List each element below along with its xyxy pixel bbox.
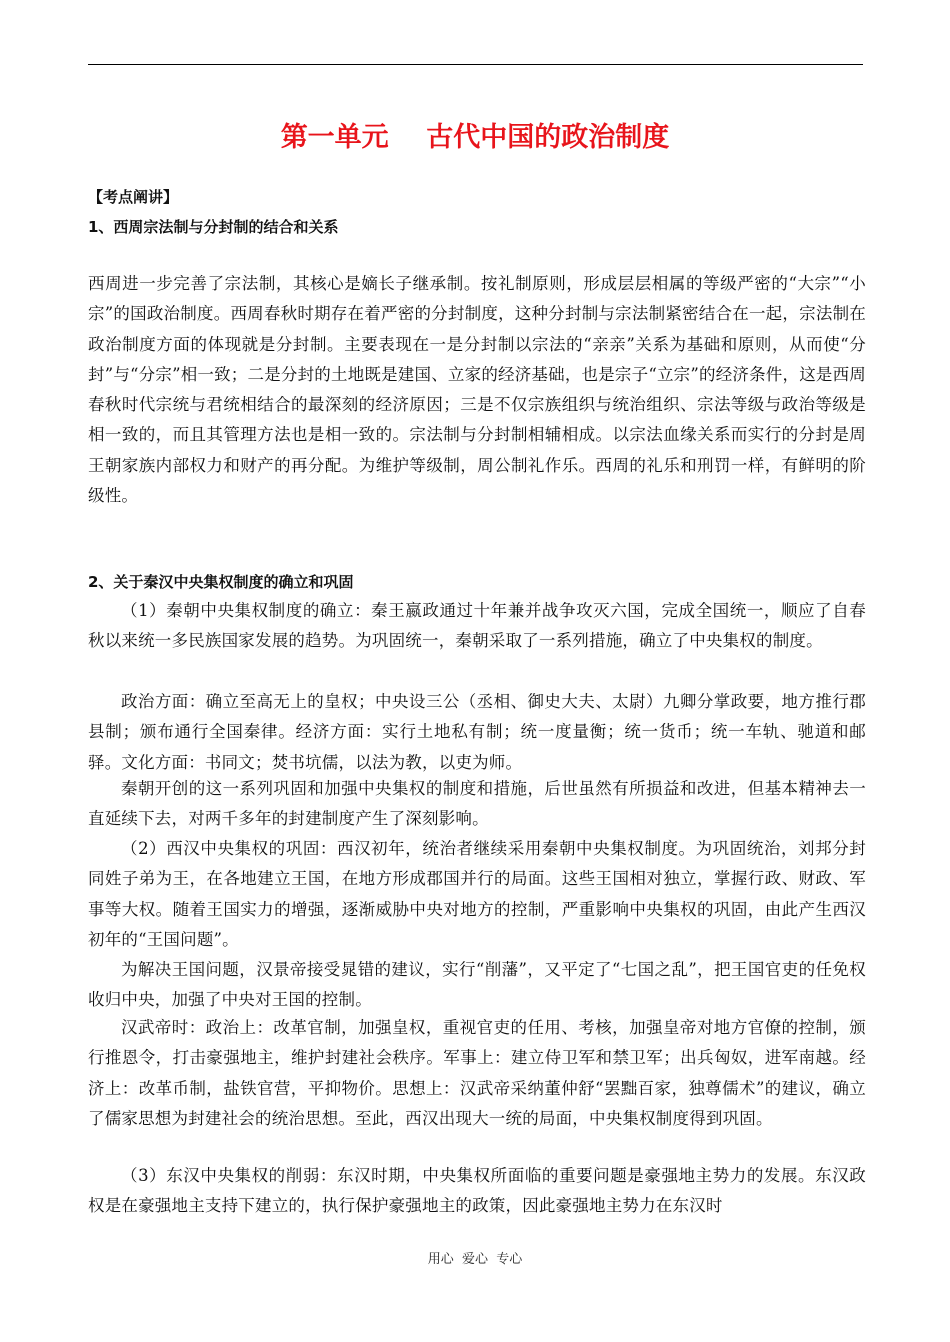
paragraph-2: （1）秦朝中央集权制度的确立：秦王嬴政通过十年兼并战争攻灭六国，完成全国统一，顺应了自春秋以来统一多民族国家发展的趋势。为巩固统一，秦朝采取了一系列措施，确立了中央集权的制度。 xyxy=(88,601,866,651)
paragraph-6: 为解决王国问题，汉景帝接受晁错的建议，实行“削藩”，又平定了“七国之乱”，把王国官吏的任免权收归中央，加强了中央对王国的控制。 xyxy=(88,960,866,1010)
section-tag: 【考点阐讲】 xyxy=(88,188,179,206)
heading-2: 2、关于秦汉中央集权制度的确立和巩固 xyxy=(88,573,354,591)
heading-1: 1、西周宗法制与分封制的结合和关系 xyxy=(88,218,339,236)
paragraph-4: 秦朝开创的这一系列巩固和加强中央集权的制度和措施，后世虽然有所损益和改进，但基本精神去一直延续下去，对两千多年的封建制度产生了深刻影响。 xyxy=(88,779,866,829)
page-title: 第一单元 古代中国的政治制度 xyxy=(280,122,670,153)
paragraph-1: 西周进一步完善了宗法制，其核心是嫡长子继承制。按礼制原则，形成层层相属的等级严密的“大宗”“小宗”的国政治制度。西周春秋时期存在着严密的分封制度，这种分封制与宗法制紧密结合在一起，宗法制在政治制度方面的体现就是分封制。主要表现在一是分封制以宗法的“亲亲”关系为基础和原则，从而使“分封”与“分宗”相一致；二是分封的土地既是建国、立家的经济基础，也是宗子“立宗”的经济条件，这是西周春秋时代宗统与君统相结合的最深刻的经济原因；三是不仅宗族组织与统治组织、宗法等级与政治等级是相一致的，而且其管理方法也是相一致的。宗法制与分封制相辅相成。以宗法血缘关系而实行的分封是周王朝家族内部权力和财产的再分配。为维护等级制，周公制礼作乐。西周的礼乐和刑罚一样，有鲜明的阶级性。 xyxy=(88,274,866,506)
paragraph-3: 政治方面：确立至高无上的皇权；中央设三公（丞相、御史大夫、太尉）九卿分掌政要，地方推行郡县制；颁布通行全国秦律。经济方面：实行土地私有制；统一度量衡；统一货币；统一车轨、驰道和邮驿。文化方面：书同文；焚书坑儒，以法为教，以吏为师。 xyxy=(88,692,866,772)
paragraph-8: （3）东汉中央集权的削弱：东汉时期，中央集权所面临的重要问题是豪强地主势力的发展。东汉政权是在豪强地主支持下建立的，执行保护豪强地主的政策，因此豪强地主势力在东汉时 xyxy=(88,1166,866,1216)
paragraph-7: 汉武帝时：政治上：改革官制，加强皇权，重视官吏的任用、考核，加强皇帝对地方官僚的控制，颁行推恩令，打击豪强地主，维护封建社会秩序。军事上：建立侍卫军和禁卫军；出兵匈奴，进军南越。经济上：改革币制，盐铁官营，平抑物价。思想上：汉武帝采纳董仲舒“罢黜百家，独尊儒术”的建议，确立了儒家思想为封建社会的统治思想。至此，西汉出现大一统的局面，中央集权制度得到巩固。 xyxy=(88,1018,866,1128)
page-footer: 用心 爱心 专心 xyxy=(427,1252,523,1267)
paragraph-5: （2）西汉中央集权的巩固：西汉初年，统治者继续采用秦朝中央集权制度。为巩固统治，刘邦分封同姓子弟为王，在各地建立王国，在地方形成郡国并行的局面。这些王国相对独立，掌握行政、财政、军事等大权。随着王国实力的增强，逐渐威胁中央对地方的控制，严重影响中央集权的巩固，由此产生西汉初年的“王国问题”。 xyxy=(88,839,866,949)
header-rule xyxy=(88,64,863,65)
